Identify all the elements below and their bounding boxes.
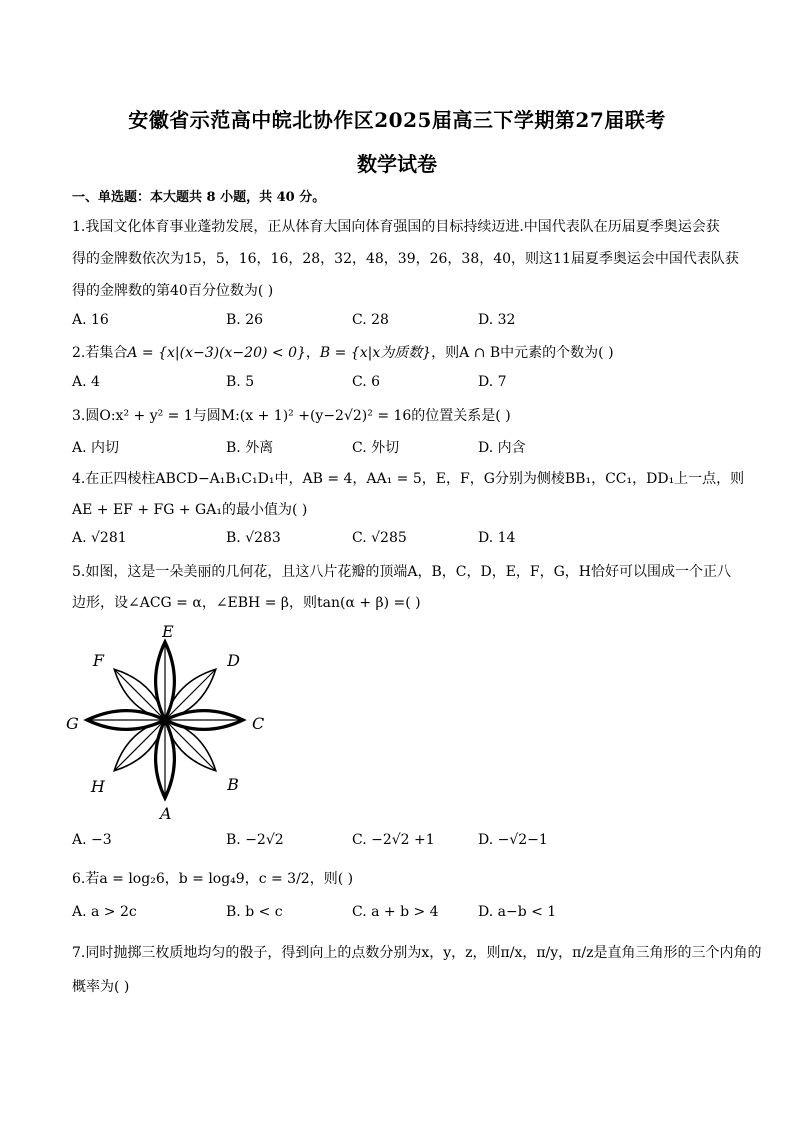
q5-option-b: B. −2√2 [226, 832, 284, 848]
vertex-label-F: F [92, 650, 104, 670]
q2-option-c: C. 6 [352, 374, 381, 390]
q4-line2: AE + EF + FG + GA₁的最小值为( ) [72, 502, 308, 518]
q5-line1: 5.如图，这是一朵美丽的几何花，且这八片花瓣的顶端A，B，C，D，E，F，G，H恰好可以围成一个正八 [72, 564, 732, 580]
q5-option-c: C. −2√2 +1 [352, 832, 435, 848]
q1-option-c: C. 28 [352, 312, 389, 328]
q4-option-c: C. √285 [352, 530, 407, 546]
q4-line1: 4.在正四棱柱ABCD−A₁B₁C₁D₁中，AB = 4，AA₁ = 5，E，F，G分别为侧棱BB₁，CC₁，DD₁上一点，则 [72, 471, 745, 487]
q7-line2: 概率为( ) [72, 979, 130, 995]
vertex-label-G: G [66, 714, 79, 733]
q7-line1: 7.同时抛掷三枚质地均匀的骰子，得到向上的点数分别为x，y，z，则π/x，π/y，π/z是直角三角形的三个内角的 [72, 945, 762, 961]
section-heading: 一、单选题：本大题共 8 小题，共 40 分。 [72, 190, 326, 205]
q1-line3: 得的金牌数的第40百分位数为( ) [72, 283, 274, 299]
q6-option-a: A. a > 2c [72, 904, 137, 920]
q5-line2: 边形，设∠ACG = α，∠EBH = β，则tan(α + β) =( ) [72, 595, 421, 611]
geometric-flower-figure [66, 622, 270, 823]
q2-option-a: A. 4 [72, 374, 100, 390]
q5-option-a: A. −3 [72, 832, 112, 848]
q3-option-a: A. 内切 [72, 440, 120, 456]
q2-option-b: B. 5 [226, 374, 255, 390]
q1-line1: 1.我国文化体育事业蓬勃发展，正从体育大国向体育强国的目标持续迈进.中国代表队在历届夏季奥运会获 [72, 219, 720, 235]
exam-title: 安徽省示范高中皖北协作区2025届高三下学期第27届联考 [128, 108, 666, 132]
q6-line: 6.若a = log₂6，b = log₄9，c = 3/2，则( ) [72, 871, 354, 887]
q6-option-d: D. a−b < 1 [478, 904, 557, 920]
q3-line: 3.圆O:x² + y² = 1与圆M:(x + 1)² +(y−2√2)² = 16的位置关系是( ) [72, 408, 511, 424]
q3-option-b: B. 外离 [226, 440, 274, 456]
q2-set-b: B = {x|x为质数} [319, 345, 432, 361]
exam-subtitle: 数学试卷 [357, 152, 437, 176]
q6-option-c: C. a + b > 4 [352, 904, 439, 920]
q2-suffix: ，则A ∩ B中元素的个数为( ) [431, 345, 614, 361]
vertex-label-C: C [252, 714, 265, 733]
vertex-label-E: E [162, 622, 174, 641]
q2-prefix: 2.若集合 [72, 345, 128, 361]
q2-set-a: A = {x|(x−3)(x−20) < 0} [127, 345, 306, 361]
vertex-label-H: H [90, 777, 105, 797]
vertex-label-B: B [227, 775, 239, 795]
q3-option-c: C. 外切 [352, 440, 400, 456]
q1-line2: 得的金牌数依次为15，5，16，16，28，32，48，39，26，38，40，则这11届夏季奥运会中国代表队获 [72, 251, 739, 267]
q2-line [72, 342, 614, 362]
q6-option-b: B. b < c [226, 904, 283, 920]
q4-option-b: B. √283 [226, 530, 281, 546]
q1-option-a: A. 16 [72, 312, 109, 328]
q3-option-d: D. 内含 [478, 440, 526, 456]
q2-comma: ， [305, 345, 320, 361]
q1-option-d: D. 32 [478, 312, 516, 328]
q4-option-d: D. 14 [478, 530, 516, 546]
q2-option-d: D. 7 [478, 374, 507, 390]
q4-option-a: A. √281 [72, 530, 127, 546]
q5-option-d: D. −√2−1 [478, 832, 548, 848]
vertex-label-A: A [160, 804, 172, 823]
vertex-label-D: D [227, 650, 240, 670]
q1-option-b: B. 26 [226, 312, 264, 328]
